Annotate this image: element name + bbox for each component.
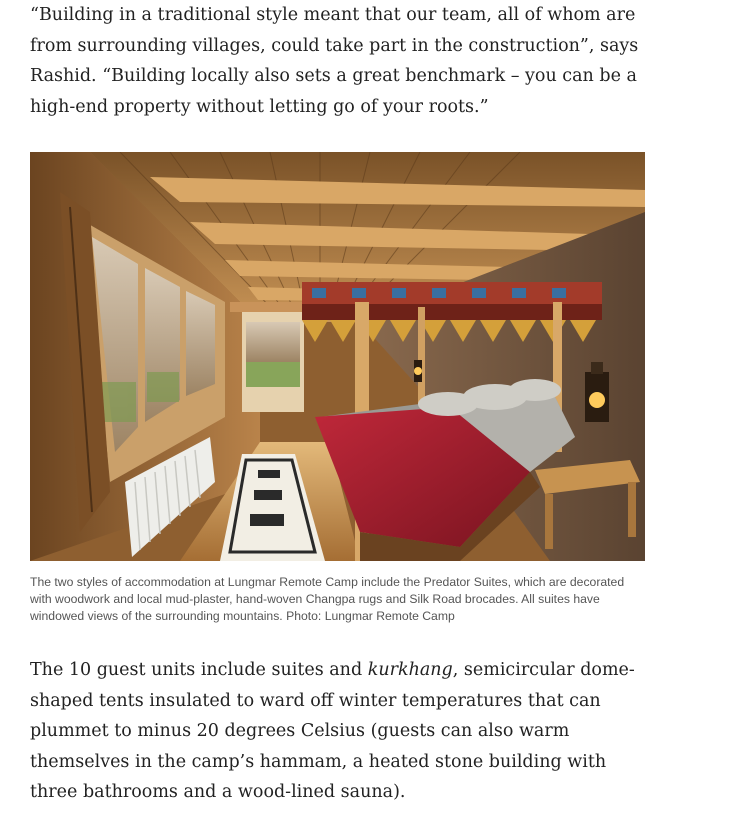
- photo-caption: The two styles of accommodation at Lungmar Remote Camp include the Predator Suites, which are decorated with woodwork and local mud-plaster, hand-woven Changpa rugs and Silk Road brocades. All suites have windowed views of the surrounding mountains. Photo: Lungmar Remote Camp: [30, 575, 625, 623]
- paragraph-text: , semicircular dome-shaped tents insulated to ward off winter temperatures that can plummet to minus 20 degrees Celsius (guests can also warm themselves in the camp’s hammam, a heated stone building with three bathrooms and a wood-lined sauna).: [30, 660, 635, 802]
- suite-interior-photo: [30, 152, 645, 561]
- emphasized-term: kurkhang: [367, 660, 453, 680]
- article-paragraph: “Building in a traditional style meant that our team, all of whom are from surrounding villages, could take part in the construction”, says Rashid. “Building locally also sets a great benchmark – you can be a high-end property without letting go of your roots.”: [30, 5, 639, 117]
- paragraph-text: The 10 guest units include suites and: [30, 660, 368, 680]
- article-paragraph: [30, 655, 650, 808]
- article-figure: [30, 152, 645, 625]
